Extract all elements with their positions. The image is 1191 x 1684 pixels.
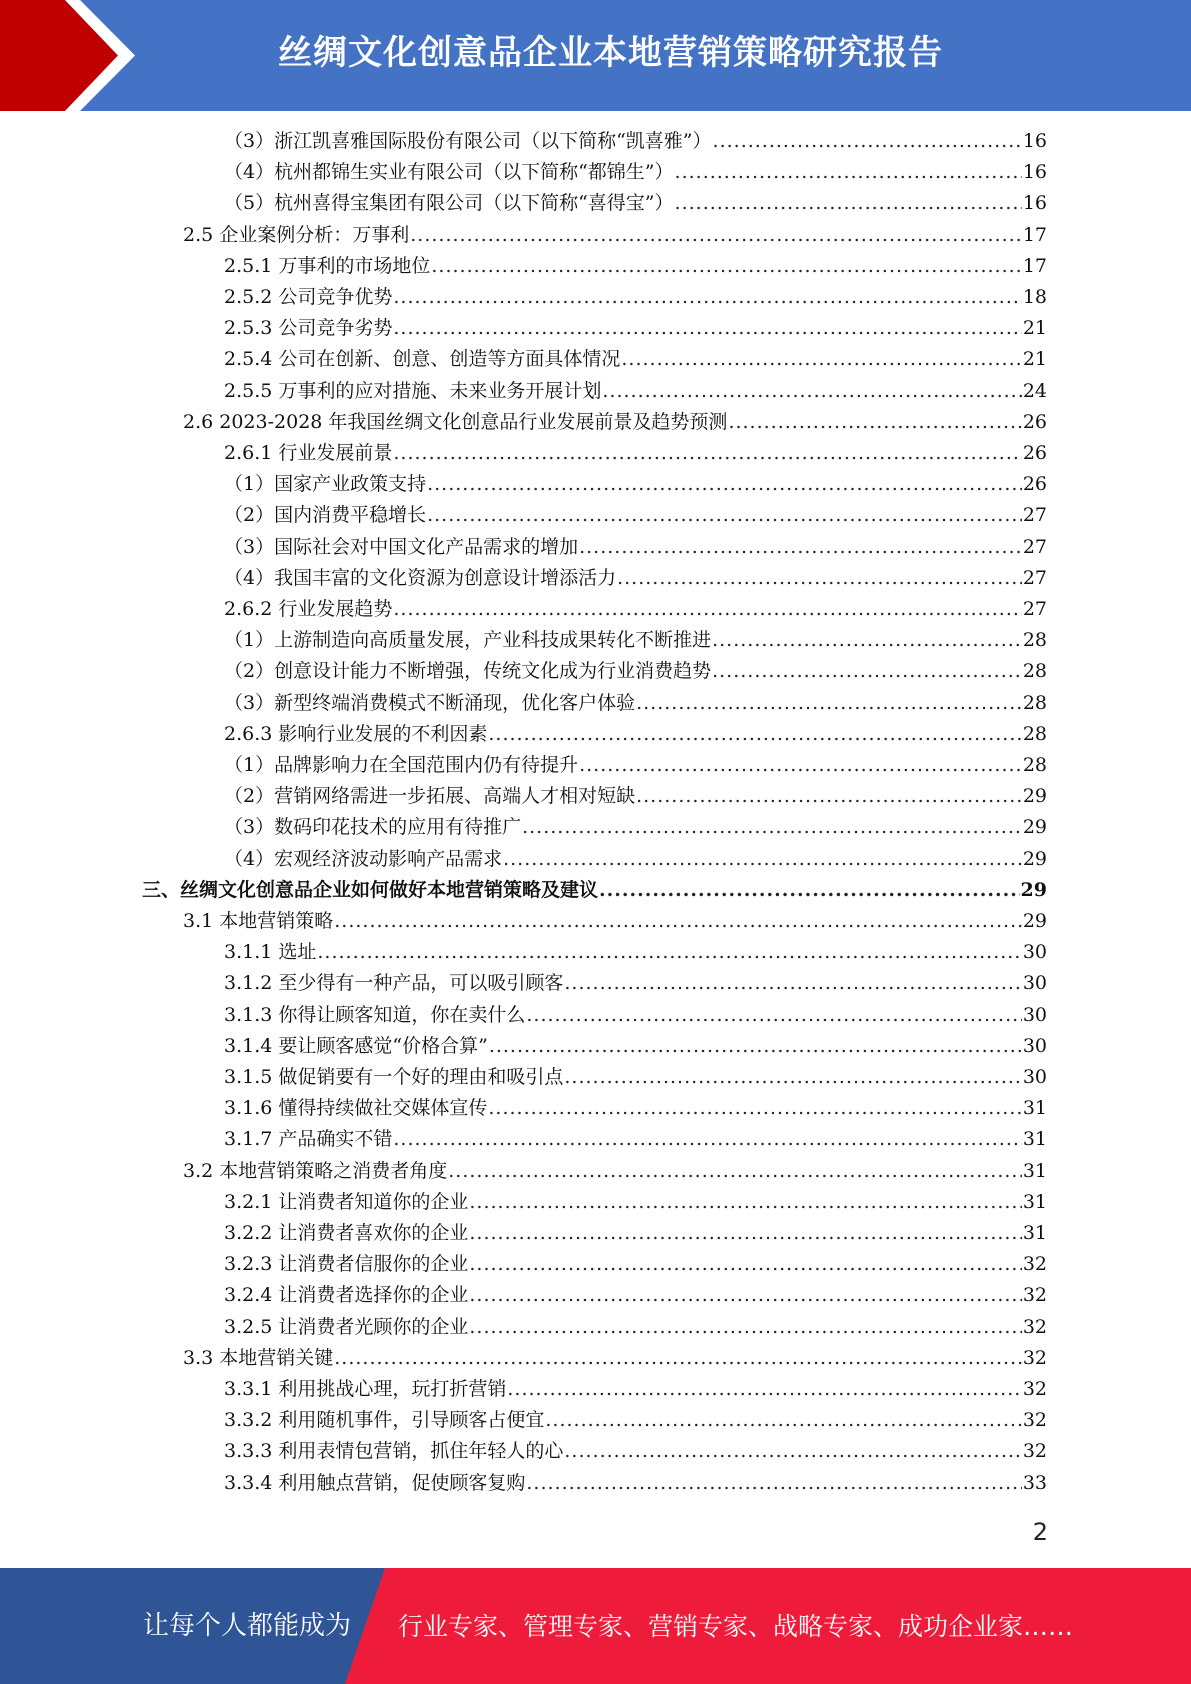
toc-dot-leader (469, 1249, 1021, 1280)
toc-entry-page: 30 (1022, 1035, 1047, 1057)
toc-entry-page: 32 (1022, 1409, 1047, 1431)
toc-entry[interactable] (224, 438, 1047, 469)
toc-entry-label: 3.3 本地营销关键 (183, 1347, 334, 1369)
footer-slogan-left: 让每个人都能成为 (143, 1611, 352, 1641)
toc-dot-leader (431, 251, 1021, 282)
toc-entry-label: 3.2 本地营销策略之消费者角度 (183, 1160, 448, 1182)
toc-entry[interactable] (224, 625, 1047, 656)
toc-dot-leader (488, 719, 1021, 750)
toc-dot-leader (507, 1374, 1021, 1405)
toc-entry-label: 3.3.1 利用挑战心理，玩打折营销 (224, 1378, 507, 1400)
toc-entry-label: （2）营销网络需进一步拓展、高端人才相对短缺 (224, 785, 636, 807)
toc-entry-page: 32 (1022, 1378, 1047, 1400)
toc-dot-leader (410, 220, 1022, 251)
toc-dot-leader (675, 157, 1022, 188)
toc-entry-label: （2）创意设计能力不断增强，传统文化成为行业消费趋势 (224, 660, 712, 682)
toc-entry-label: 3.1.5 做促销要有一个好的理由和吸引点 (224, 1066, 564, 1088)
toc-dot-leader (503, 844, 1022, 875)
toc-dot-leader (636, 688, 1022, 719)
toc-entry[interactable] (224, 157, 1047, 188)
toc-entry[interactable] (224, 937, 1047, 968)
toc-entry-page: 31 (1022, 1097, 1047, 1119)
toc-dot-leader (526, 1468, 1021, 1499)
toc-entry-label: （3）国际社会对中国文化产品需求的增加 (224, 536, 579, 558)
toc-entry-page: 31 (1022, 1191, 1047, 1213)
toc-entry-page: 28 (1022, 754, 1047, 776)
toc-dot-leader (564, 1436, 1021, 1467)
toc-entry[interactable] (224, 968, 1047, 999)
toc-entry-label: 3.1.6 懂得持续做社交媒体宣传 (224, 1097, 488, 1119)
toc-entry-label: 2.5.1 万事利的市场地位 (224, 255, 431, 277)
toc-entry-page: 32 (1022, 1284, 1047, 1306)
toc-entry-label: （3）新型终端消费模式不断涌现，优化客户体验 (224, 692, 636, 714)
toc-entry-label: 3.3.2 利用随机事件，引导顾客占便宜 (224, 1409, 545, 1431)
toc-entry-page: 31 (1022, 1128, 1047, 1150)
toc-entry-label: 2.5.4 公司在创新、创意、创造等方面具体情况 (224, 348, 621, 370)
toc-entry[interactable] (224, 251, 1047, 282)
toc-entry[interactable] (142, 875, 1047, 906)
toc-entry-page: 29 (1022, 910, 1047, 932)
toc-dot-leader (317, 937, 1021, 968)
toc-entry[interactable] (224, 1124, 1047, 1155)
toc-entry-label: 2.5.3 公司竞争劣势 (224, 317, 393, 339)
toc-entry[interactable] (224, 532, 1047, 563)
toc-entry-label: 3.2.4 让消费者选择你的企业 (224, 1284, 469, 1306)
toc-entry-page: 30 (1022, 1066, 1047, 1088)
toc-entry-label: （1）国家产业政策支持 (224, 473, 427, 495)
toc-dot-leader (564, 968, 1021, 999)
toc-dot-leader (393, 438, 1021, 469)
toc-dot-leader (712, 625, 1022, 656)
toc-dot-leader (728, 407, 1021, 438)
toc-entry-page: 31 (1022, 1222, 1047, 1244)
toc-dot-leader (675, 188, 1022, 219)
toc-entry-page: 21 (1022, 317, 1047, 339)
toc-entry-label: 2.5.5 万事利的应对措施、未来业务开展计划 (224, 380, 602, 402)
toc-dot-leader (545, 1405, 1021, 1436)
toc-entry[interactable] (224, 376, 1047, 407)
toc-dot-leader (579, 532, 1022, 563)
toc-entry-label: 3.1.7 产品确实不错 (224, 1128, 393, 1150)
toc-dot-leader (393, 313, 1021, 344)
toc-entry[interactable] (224, 844, 1047, 875)
toc-entry[interactable] (183, 1343, 1047, 1374)
toc-entry-label: 3.1 本地营销策略 (183, 910, 334, 932)
toc-entry-page: 32 (1022, 1253, 1047, 1275)
toc-entry-label: 2.6.2 行业发展趋势 (224, 598, 393, 620)
toc-dot-leader (526, 1000, 1021, 1031)
toc-entry-label: （4）我国丰富的文化资源为创意设计增添活力 (224, 567, 617, 589)
toc-entry-page: 29 (1022, 848, 1047, 870)
toc-entry[interactable] (183, 906, 1047, 937)
toc-entry[interactable] (224, 1280, 1047, 1311)
toc-entry[interactable] (224, 1405, 1047, 1436)
toc-entry[interactable] (224, 500, 1047, 531)
toc-dot-leader (448, 1156, 1022, 1187)
toc-dot-leader (334, 1343, 1022, 1374)
toc-entry-page: 21 (1022, 348, 1047, 370)
toc-entry-label: 三、丝绸文化创意品企业如何做好本地营销策略及建议 (142, 879, 599, 901)
page-number: 2 (1032, 1518, 1048, 1546)
toc-entry-label: 3.1.2 至少得有一种产品，可以吸引顾客 (224, 972, 564, 994)
toc-entry-page: 28 (1022, 692, 1047, 714)
toc-dot-leader (393, 594, 1021, 625)
toc-entry-label: 2.6.1 行业发展前景 (224, 442, 393, 464)
toc-dot-leader (334, 906, 1022, 937)
toc-entry-page: 33 (1022, 1472, 1047, 1494)
toc-entry-label: 2.6 2023-2028 年我国丝绸文化创意品行业发展前景及趋势预测 (183, 411, 728, 433)
toc-entry-label: 2.5.2 公司竞争优势 (224, 286, 393, 308)
toc-entry[interactable] (224, 656, 1047, 687)
toc-entry-label: （1）上游制造向高质量发展，产业科技成果转化不断推进 (224, 629, 712, 651)
toc-entry-page: 29 (1022, 816, 1047, 838)
toc-entry-page: 29 (1022, 785, 1047, 807)
toc-entry-label: （4）宏观经济波动影响产品需求 (224, 848, 503, 870)
toc-entry-label: 3.1.4 要让顾客感觉“价格合算” (224, 1035, 488, 1057)
toc-entry-label: 3.3.4 利用触点营销，促使顾客复购 (224, 1472, 526, 1494)
toc-entry[interactable] (224, 1249, 1047, 1280)
toc-entry-page: 16 (1022, 192, 1047, 214)
toc-dot-leader (427, 500, 1022, 531)
page-header (0, 0, 1191, 111)
toc-entry[interactable] (183, 220, 1047, 251)
page-footer (0, 1568, 1191, 1684)
toc-entry-page: 26 (1022, 442, 1047, 464)
toc-entry-label: （2）国内消费平稳增长 (224, 504, 427, 526)
toc-entry-page: 27 (1022, 504, 1047, 526)
toc-entry-label: （1）品牌影响力在全国范围内仍有待提升 (224, 754, 579, 776)
toc-entry[interactable] (224, 1000, 1047, 1031)
toc-dot-leader (522, 812, 1022, 843)
toc-entry[interactable] (183, 1156, 1047, 1187)
toc-entry-page: 16 (1022, 161, 1047, 183)
toc-entry-page: 27 (1022, 567, 1047, 589)
toc-entry[interactable] (224, 1218, 1047, 1249)
toc-entry[interactable] (224, 313, 1047, 344)
toc-dot-leader (617, 563, 1022, 594)
toc-entry[interactable] (224, 126, 1047, 157)
toc-entry-page: 28 (1022, 723, 1047, 745)
toc-entry[interactable] (224, 594, 1047, 625)
toc-entry-page: 31 (1022, 1160, 1047, 1182)
toc-dot-leader (488, 1093, 1021, 1124)
toc-entry-page: 26 (1022, 411, 1047, 433)
toc-entry-label: 3.2.1 让消费者知道你的企业 (224, 1191, 469, 1213)
toc-dot-leader (636, 781, 1022, 812)
toc-entry[interactable] (224, 1312, 1047, 1343)
toc-entry[interactable] (224, 812, 1047, 843)
toc-entry-page: 26 (1022, 473, 1047, 495)
toc-entry-label: 2.6.3 影响行业发展的不利因素 (224, 723, 488, 745)
toc-entry[interactable] (224, 1062, 1047, 1093)
toc-entry-page: 30 (1022, 972, 1047, 994)
toc-entry[interactable] (224, 1468, 1047, 1499)
toc-dot-leader (427, 469, 1022, 500)
toc-dot-leader (713, 126, 1022, 157)
toc-entry-label: 3.2.3 让消费者信服你的企业 (224, 1253, 469, 1275)
toc-dot-leader (712, 656, 1022, 687)
toc-entry-page: 32 (1022, 1316, 1047, 1338)
toc-entry[interactable] (224, 781, 1047, 812)
toc-entry-page: 27 (1022, 536, 1047, 558)
toc-entry[interactable] (224, 1093, 1047, 1124)
toc-entry-page: 28 (1022, 660, 1047, 682)
toc-entry[interactable] (224, 1436, 1047, 1467)
toc-entry[interactable] (224, 1187, 1047, 1218)
toc-dot-leader (469, 1187, 1021, 1218)
toc-entry[interactable] (224, 188, 1047, 219)
toc-entry[interactable] (183, 407, 1047, 438)
toc-entry-page: 30 (1022, 1004, 1047, 1026)
toc-entry-label: 3.1.3 你得让顾客知道，你在卖什么 (224, 1004, 526, 1026)
toc-dot-leader (579, 750, 1022, 781)
toc-entry-label: 3.1.1 选址 (224, 941, 317, 963)
toc-entry[interactable] (224, 1374, 1047, 1405)
toc-entry-page: 27 (1022, 598, 1047, 620)
toc-entry-page: 16 (1022, 130, 1047, 152)
toc-entry-page: 28 (1022, 629, 1047, 651)
toc-entry[interactable] (224, 750, 1047, 781)
toc-dot-leader (469, 1312, 1021, 1343)
toc-entry-page: 30 (1022, 941, 1047, 963)
toc-dot-leader (602, 376, 1021, 407)
toc-dot-leader (393, 282, 1021, 313)
toc-entry-label: （3）浙江凯喜雅国际股份有限公司（以下简称“凯喜雅”） (224, 130, 712, 152)
toc-entry[interactable] (224, 282, 1047, 313)
toc-dot-leader (489, 1031, 1022, 1062)
toc-entry-label: 3.3.3 利用表情包营销，抓住年轻人的心 (224, 1440, 564, 1462)
toc-entry-page: 32 (1022, 1347, 1047, 1369)
toc-entry-page: 29 (1020, 879, 1047, 901)
toc-entry-page: 17 (1022, 255, 1047, 277)
toc-entry-page: 32 (1022, 1440, 1047, 1462)
report-title: 丝绸文化创意品企业本地营销策略研究报告 (278, 33, 943, 73)
toc-entry-label: 3.2.2 让消费者喜欢你的企业 (224, 1222, 469, 1244)
toc-entry[interactable] (224, 469, 1047, 500)
toc-dot-leader (469, 1218, 1021, 1249)
toc-entry-label: （5）杭州喜得宝集团有限公司（以下简称“喜得宝”） (224, 192, 674, 214)
toc-entry[interactable] (224, 563, 1047, 594)
toc-entry[interactable] (224, 344, 1047, 375)
toc-entry-label: 3.2.5 让消费者光顾你的企业 (224, 1316, 469, 1338)
toc-entry-page: 17 (1022, 224, 1047, 246)
toc-dot-leader (564, 1062, 1021, 1093)
toc-entry-label: （3）数码印花技术的应用有待推广 (224, 816, 522, 838)
toc-dot-leader (469, 1280, 1021, 1311)
toc-entry[interactable] (224, 688, 1047, 719)
toc-dot-leader (393, 1124, 1021, 1155)
toc-entry-label: 2.5 企业案例分析：万事利 (183, 224, 410, 246)
toc-entry-page: 24 (1022, 380, 1047, 402)
toc-entry[interactable] (224, 1031, 1047, 1062)
toc-entry-label: （4）杭州都锦生实业有限公司（以下简称“都锦生”） (224, 161, 674, 183)
footer-slogan-right: 行业专家、管理专家、营销专家、战略专家、成功企业家…… (398, 1612, 1074, 1641)
toc-entry-page: 18 (1022, 286, 1047, 308)
toc-dot-leader (599, 875, 1020, 906)
toc-dot-leader (621, 344, 1021, 375)
toc-entry[interactable] (224, 719, 1047, 750)
